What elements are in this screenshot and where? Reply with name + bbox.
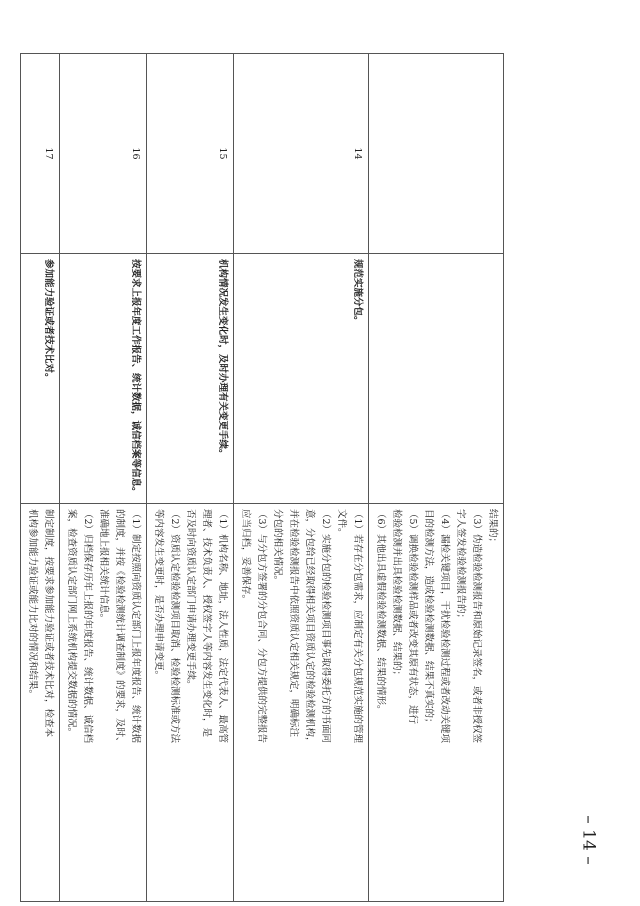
content-line: 准确地上报相关统计信息。 (98, 509, 109, 624)
row-title: 参加能力验证或者技术比对。 (21, 254, 60, 504)
content-cell (21, 504, 60, 902)
content-line: （2）归档保存历年上报的年度报告、统计数据、诚信档 (82, 509, 93, 744)
content-line: 文件。 (336, 509, 347, 538)
row-title: 按要求上报年度工作报告、统计数据，诚信档案等信息。 (60, 254, 147, 504)
page-number (574, 800, 604, 880)
content-line: 目的检测方法，造成检验检测数据、结果不真实的； (423, 509, 434, 728)
content-line: （2）实施分包的检验检测项目事先取得委托方的书面同 (320, 509, 331, 744)
content-line: 案，检查资质认定部门网上系统机构提交数据的情况。 (66, 509, 77, 738)
row-number: 14 (234, 54, 369, 254)
rotated-table-wrapper (27, 53, 504, 901)
content-line: 字人签发检验检测报告的； (455, 509, 466, 624)
content-line: 应当归档，妥善保存。 (240, 509, 251, 605)
content-line: 机构参加能力验证或能力比对的情况和结果。 (27, 509, 38, 700)
number-cell (369, 54, 504, 254)
content-line: （6）其他出具虚假检验检测数据、结果的情形。 (375, 509, 386, 715)
table-row (21, 54, 60, 902)
row-title: 机构情况发生变化时，及时办理有关变更手续。 (147, 254, 234, 504)
content-line: （1）制定按照向资质认定部门上报年度报告、统计数据 (130, 509, 141, 744)
table-row (60, 54, 147, 902)
content-line: 制定制度，按要求参加能力验证或者技术比对，检查本 (43, 509, 54, 738)
table-row (234, 54, 369, 902)
content-line: （5）调换检验检测样品或者改变其原有状态，进行 (407, 509, 418, 725)
content-line: 结果的； (487, 509, 498, 548)
row-number: 15 (147, 54, 234, 254)
row-title: 规范实施分包。 (234, 254, 369, 504)
content-line: 并在检验检测报告中依照资质认定相关规定，明确标注 (288, 509, 299, 738)
content-line: 等内容发生变更时，是否办理申请变更。 (153, 509, 164, 681)
table-row (147, 54, 234, 902)
content-line: （4）漏检关键项目，干扰检验检测过程或者改动关键项 (439, 509, 450, 744)
content-cell (147, 504, 234, 902)
row-number: 17 (21, 54, 60, 254)
table-row (369, 54, 504, 902)
content-line: （3）与分包方签署的分包合同、分包方提供的完整报告 (256, 509, 267, 744)
content-cell (234, 504, 369, 902)
content-line: （2）资质认定检验检测项目取消、检验检测标准或方法 (169, 509, 180, 744)
content-line: 否及时向资质认定部门申请办理变更手续。 (185, 509, 196, 690)
content-line: 检验检测并出具检验检测数据、结果的； (391, 509, 402, 681)
content-line: 的制度，并按《检验检测统计调查制度》的要求，及时、 (114, 509, 125, 747)
inspection-table (20, 53, 504, 902)
content-line: （1）若存在分包需求，应制定有关分包规范实施的管理 (352, 509, 363, 744)
row-number: 16 (60, 54, 147, 254)
content-line: 分包的相关情况。 (272, 509, 283, 586)
content-line: 意，分包给已经取得相关项目资质认定的检验检测机构， (304, 509, 315, 747)
content-cell (60, 504, 147, 902)
content-line: （3）伪造检验检测报告和原始记录签名，或者非授权签 (471, 509, 482, 744)
content-cell (369, 504, 504, 902)
page-number-text: – 14 – (579, 815, 600, 865)
content-line: 理者、技术负责人、授权签字人等内容发生变化时，是 (201, 509, 212, 738)
title-cell (369, 254, 504, 504)
content-line: （1）机构名称、地址，法人性质，法定代表人、最高管 (217, 509, 228, 744)
